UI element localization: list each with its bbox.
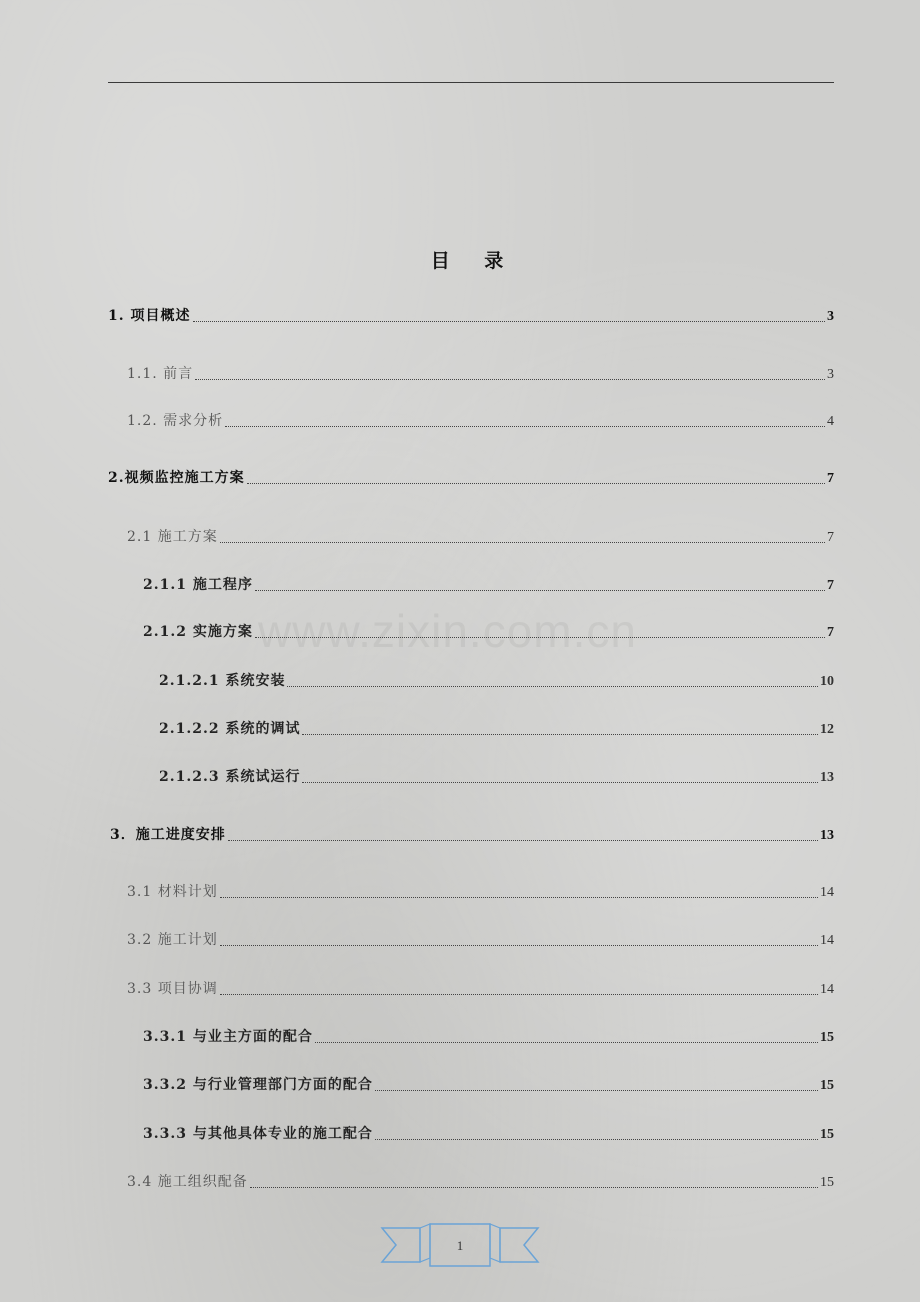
leader-dots xyxy=(375,1138,818,1140)
toc-entry-2-1-1[interactable] xyxy=(143,575,834,595)
leader-dots xyxy=(193,320,826,322)
toc-entry-page: 3 xyxy=(827,309,834,324)
toc-title: 目 录 xyxy=(430,250,518,272)
toc-entry-label: 3.4 施工组织配备 xyxy=(127,1174,248,1190)
toc-entry-label: 2.1.1 施工程序 xyxy=(143,577,253,593)
toc-entry-3-3-3[interactable] xyxy=(143,1124,834,1144)
leader-dots xyxy=(255,589,825,591)
toc-entry-label: 2.1.2.3 系统试运行 xyxy=(159,769,301,785)
toc-entry-label: 3.3.3 与其他具体专业的施工配合 xyxy=(143,1126,373,1142)
toc-entry-label: 2.视频监控施工方案 xyxy=(108,470,245,486)
toc-entry-page: 15 xyxy=(820,1175,834,1190)
toc-entry-label: 3.1 材料计划 xyxy=(127,884,218,900)
toc-entry-2-1-2[interactable] xyxy=(143,622,834,642)
toc-entry-label: 3．施工进度安排 xyxy=(110,827,226,843)
toc-entry-label: 1. 项目概述 xyxy=(108,308,191,324)
toc-entry-page: 7 xyxy=(827,530,834,545)
leader-dots xyxy=(220,944,818,946)
toc-entry-page: 15 xyxy=(820,1030,834,1045)
toc-entry-page: 13 xyxy=(820,828,834,843)
toc-entry-2-1-2-2[interactable] xyxy=(159,719,834,739)
toc-entry-page: 13 xyxy=(820,770,834,785)
toc-entry-label: 2.1.2.2 系统的调试 xyxy=(159,721,301,737)
toc-entry-1-2[interactable] xyxy=(127,411,834,431)
toc-entry-label: 3.3.1 与业主方面的配合 xyxy=(143,1029,313,1045)
leader-dots xyxy=(228,839,818,841)
toc-entry-3-3-1[interactable] xyxy=(143,1027,834,1047)
toc-entry-2-1[interactable] xyxy=(127,527,834,547)
leader-dots xyxy=(250,1186,818,1188)
leader-dots xyxy=(302,781,818,783)
leader-dots xyxy=(375,1089,818,1091)
toc-entry-page: 4 xyxy=(827,414,834,429)
toc-entry-page: 7 xyxy=(827,625,834,640)
leader-dots xyxy=(315,1041,818,1043)
page-number-ribbon xyxy=(380,1222,540,1268)
toc-entry-page: 14 xyxy=(820,933,834,948)
watermark: www.zixin.com.cn xyxy=(258,605,637,657)
toc-entry-1-1[interactable] xyxy=(127,364,834,384)
toc-entry-page: 15 xyxy=(820,1127,834,1142)
toc-entry-page: 15 xyxy=(820,1078,834,1093)
leader-dots xyxy=(255,636,825,638)
toc-entry-page: 7 xyxy=(827,578,834,593)
toc-entry-label: 1.2. 需求分析 xyxy=(127,413,224,429)
leader-dots xyxy=(225,425,825,427)
toc-entry-3-3[interactable] xyxy=(127,979,834,999)
leader-dots xyxy=(287,685,818,687)
toc-entry-2[interactable] xyxy=(108,468,834,488)
toc-entry-1[interactable] xyxy=(108,306,834,326)
leader-dots xyxy=(302,733,818,735)
toc-entry-label: 3.2 施工计划 xyxy=(127,932,218,948)
toc-entry-page: 7 xyxy=(827,471,834,486)
toc-entry-3-3-2[interactable] xyxy=(143,1075,834,1095)
toc-entry-3-4[interactable] xyxy=(127,1172,834,1192)
leader-dots xyxy=(247,482,825,484)
toc-entry-3-1[interactable] xyxy=(127,882,834,902)
toc-entry-2-1-2-1[interactable] xyxy=(159,671,834,691)
toc-entry-page: 10 xyxy=(820,674,834,689)
toc-entry-label: 3.3.2 与行业管理部门方面的配合 xyxy=(143,1077,373,1093)
toc-entry-3[interactable] xyxy=(110,825,834,845)
leader-dots xyxy=(220,896,818,898)
toc-entry-label: 3.3 项目协调 xyxy=(127,981,218,997)
toc-entry-page: 3 xyxy=(827,367,834,382)
toc-entry-label: 1.1. 前言 xyxy=(127,366,194,382)
toc-entry-page: 14 xyxy=(820,885,834,900)
toc-entry-label: 2.1 施工方案 xyxy=(127,529,218,545)
leader-dots xyxy=(220,993,818,995)
toc-entry-3-2[interactable] xyxy=(127,930,834,950)
toc-entry-page: 12 xyxy=(820,722,834,737)
toc-entry-2-1-2-3[interactable] xyxy=(159,767,834,787)
page-number: 1 xyxy=(456,1238,464,1253)
toc-entry-label: 2.1.2 实施方案 xyxy=(143,624,253,640)
toc-entry-label: 2.1.2.1 系统安装 xyxy=(159,673,286,689)
leader-dots xyxy=(195,378,825,380)
toc-entry-page: 14 xyxy=(820,982,834,997)
leader-dots xyxy=(220,541,825,543)
